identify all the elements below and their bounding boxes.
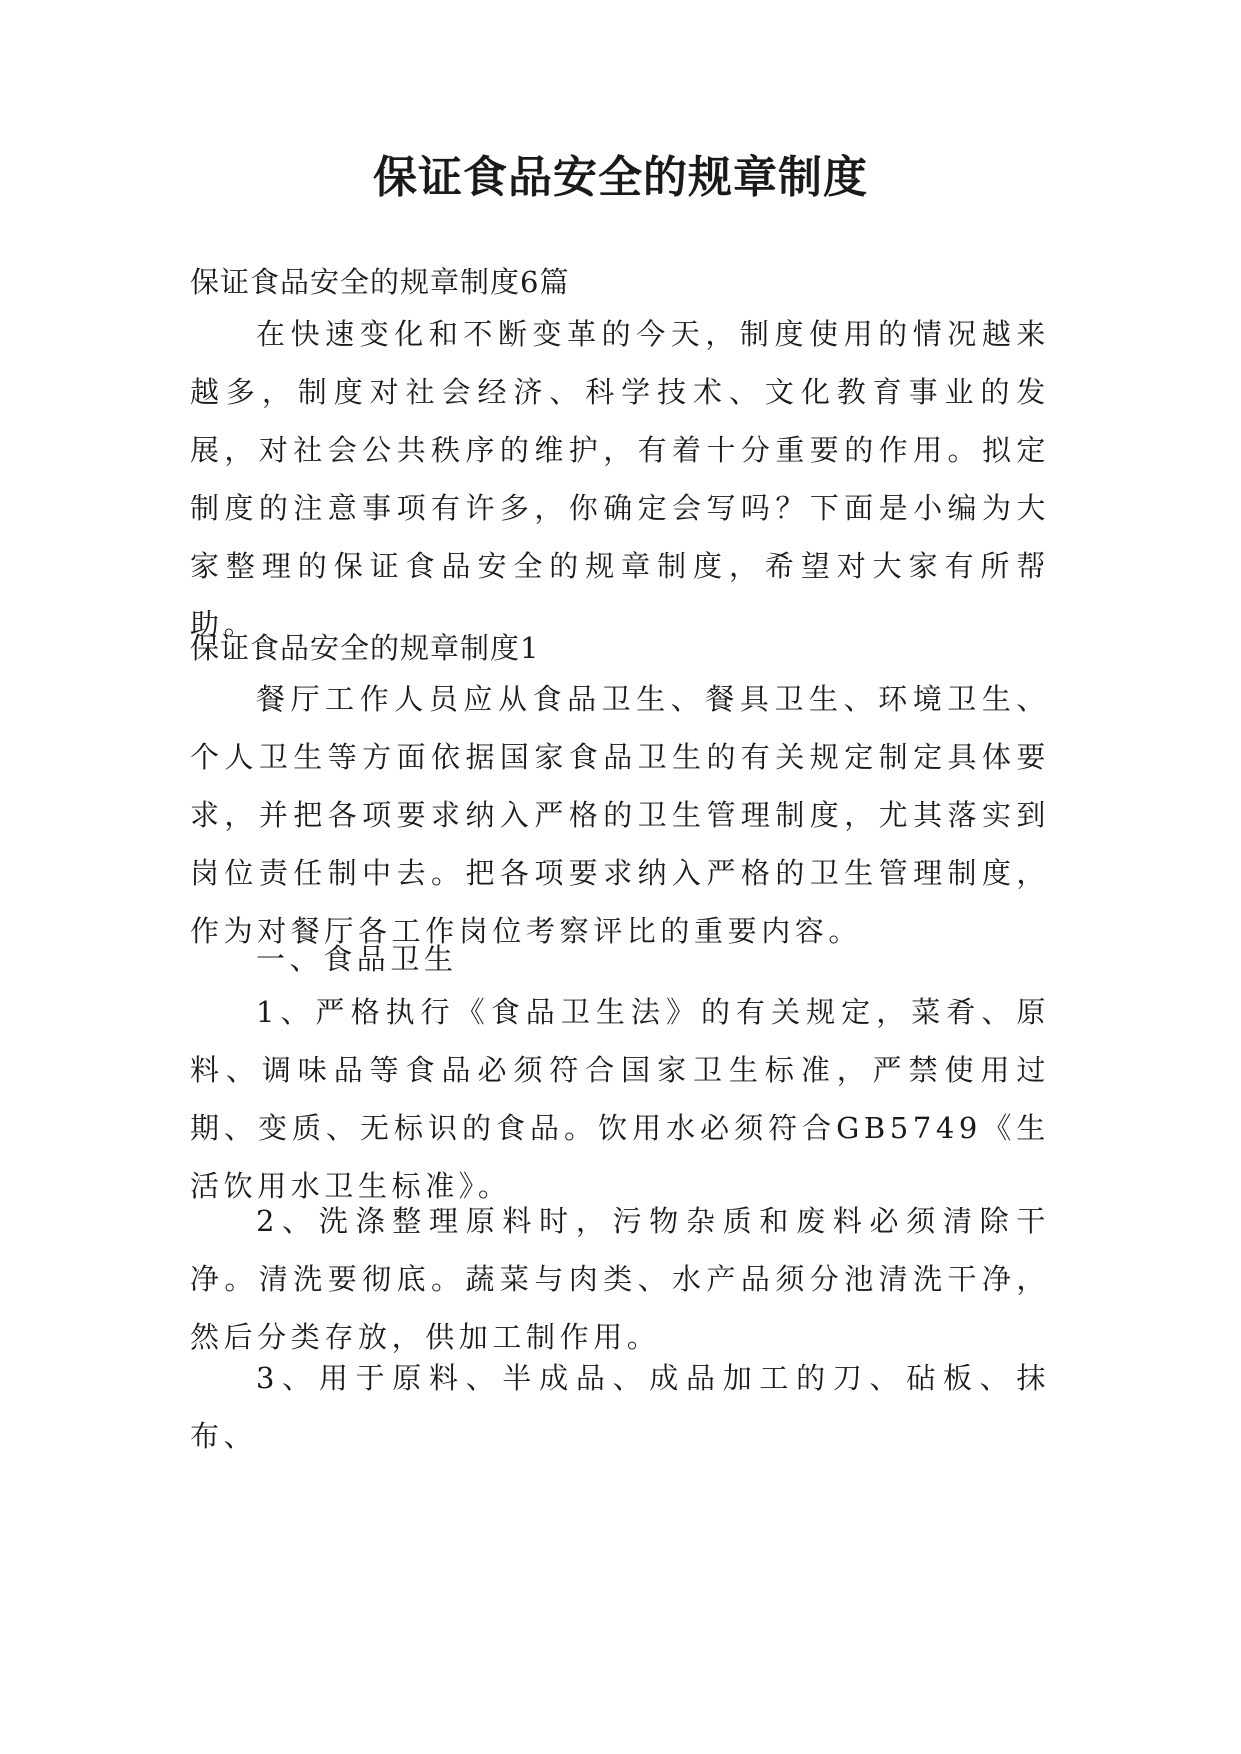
list-item-2: 2、洗涤整理原料时，污物杂质和废料必须清除干净。清洗要彻底。蔬菜与肉类、水产品须分池清洗干净，然后分类存放，供加工制作用。 [190,1204,1050,1354]
article-1-heading: 保证食品安全的规章制度1 [190,631,540,665]
collection-heading: 保证食品安全的规章制度6篇 [190,265,570,299]
list-item-1: 1、严格执行《食品卫生法》的有关规定，菜肴、原料、调味品等食品必须符合国家卫生标准，严禁使用过期、变质、无标识的食品。饮用水必须符合GB5749《生活饮用水卫生标准》。 [190,995,1050,1203]
subsection-food-hygiene: 一、食品卫生 [256,942,458,976]
article-1-paragraph: 餐厅工作人员应从食品卫生、餐具卫生、环境卫生、个人卫生等方面依据国家食品卫生的有关规定制定具体要求，并把各项要求纳入严格的卫生管理制度，尤其落实到岗位责任制中去。把各项要求纳入严格的卫生管理制度，作为对餐厅各工作岗位考察评比的重要内容。 [190,682,1050,948]
intro-paragraph: 在快速变化和不断变革的今天，制度使用的情况越来越多，制度对社会经济、科学技术、文化教育事业的发展，对社会公共秩序的维护，有着十分重要的作用。拟定制度的注意事项有许多，你确定会写吗？下面是小编为大家整理的保证食品安全的规章制度，希望对大家有所帮助。 [190,317,1050,641]
document-title: 保证食品安全的规章制度 [373,152,868,203]
list-item-3: 3、用于原料、半成品、成品加工的刀、砧板、抹布、 [190,1361,1050,1453]
